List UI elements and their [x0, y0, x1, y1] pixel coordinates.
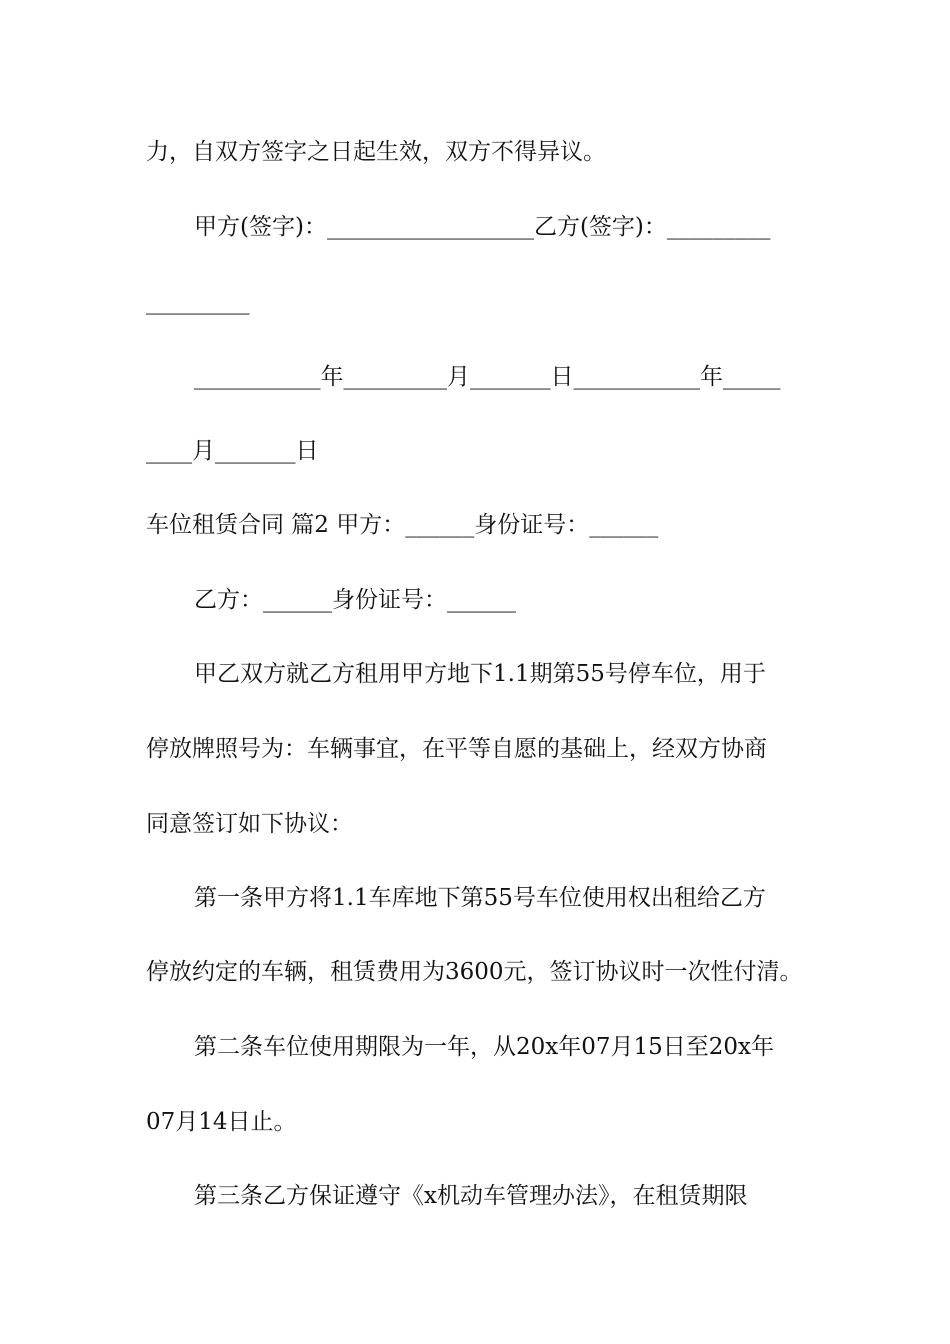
- date-line: ___________年_________月_______日___________年_____: [194, 364, 781, 390]
- paragraph-line: 07月14日止。: [146, 1109, 297, 1135]
- date-line: ____月_______日: [146, 438, 319, 464]
- paragraph-line: 停放牌照号为：车辆事宜，在平等自愿的基础上，经双方协商: [146, 736, 767, 762]
- paragraph-line: 同意签订如下协议：: [146, 811, 353, 837]
- text-line: 力，自双方签字之日起生效，双方不得异议。: [146, 139, 606, 165]
- paragraph-line: 第一条甲方将1.1车库地下第55号车位使用权出租给乙方: [194, 885, 766, 911]
- signature-line: 甲方(签字)：__________________乙方(签字)：_________: [194, 214, 771, 240]
- text-line: _________: [146, 289, 250, 315]
- section-heading: 车位租赁合同 篇2 甲方：______身份证号：______: [146, 512, 659, 538]
- paragraph-line: 第二条车位使用期限为一年，从20x年07月15日至20x年: [194, 1034, 775, 1060]
- paragraph-line: 甲乙双方就乙方租用甲方地下1.1期第55号停车位，用于: [194, 661, 766, 687]
- paragraph-line: 停放约定的车辆，租赁费用为3600元，签订协议时一次性付清。: [146, 959, 803, 985]
- paragraph-line: 第三条乙方保证遵守《x机动车管理办法》，在租赁期限: [194, 1183, 748, 1209]
- text-line: 乙方：______身份证号：______: [194, 587, 516, 613]
